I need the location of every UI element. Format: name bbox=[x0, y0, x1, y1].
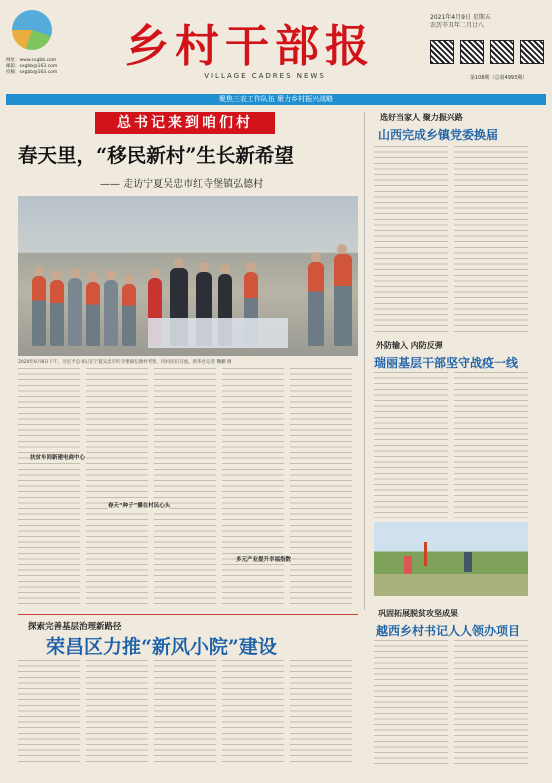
story2-headline: 瑞丽基层干部坚守战疫一线 bbox=[374, 356, 519, 370]
email: 邮箱：sxgbb@163.com bbox=[6, 64, 58, 69]
newspaper-logo bbox=[12, 10, 52, 50]
body-text bbox=[154, 368, 216, 606]
story3-headline: 越西乡村书记人人领办项目 bbox=[376, 624, 521, 638]
bottom-headline: 荣昌区力推“新风小院”建设 bbox=[46, 636, 277, 658]
section-heading: 多元产业提升幸福指数 bbox=[236, 557, 292, 563]
body-text bbox=[222, 368, 284, 606]
newspaper-title: 乡村干部报 bbox=[125, 21, 375, 72]
main-kicker: 总书记来到咱们村 bbox=[95, 112, 275, 134]
body-text bbox=[454, 640, 528, 766]
main-photo bbox=[18, 196, 358, 356]
story2-kicker: 外防输入 内防反弹 bbox=[376, 340, 443, 350]
body-text bbox=[374, 146, 448, 334]
qr-code-icon bbox=[490, 40, 514, 64]
story1-kicker: 选好当家人 聚力振兴路 bbox=[380, 112, 463, 122]
body-text bbox=[18, 368, 80, 606]
lunar-date: 农历辛丑年二月廿八 bbox=[430, 22, 485, 29]
website: 网址：www.sxgbb.com bbox=[6, 58, 57, 63]
section-heading: 扶贫车间新建电商中心 bbox=[30, 455, 86, 461]
body-text bbox=[290, 368, 352, 606]
photo-caption: 2020年6月8日下午，习近平总书记在宁夏吴忠市红寺堡镇弘德村考察，同村民们交流。新华社记者 鞠鹏 摄 bbox=[18, 360, 232, 365]
qr-code-icon bbox=[460, 40, 484, 64]
body-text bbox=[374, 372, 448, 518]
body-text bbox=[154, 660, 216, 766]
body-text bbox=[86, 368, 148, 606]
body-text bbox=[222, 660, 284, 766]
date-line bbox=[430, 14, 491, 30]
newspaper-subtitle: VILLAGE CADRES NEWS bbox=[204, 72, 326, 80]
submission: 投稿：sxgbb@163.com bbox=[6, 70, 58, 75]
body-text bbox=[454, 146, 528, 334]
qr-code-icon bbox=[520, 40, 544, 64]
banner-slogan: 聚焦三农工作队伍 聚力乡村振兴战略 bbox=[6, 94, 546, 105]
date: 2021年4月9日 星期五 bbox=[430, 14, 491, 21]
section-heading: 春天“种子”播在村民心头 bbox=[108, 503, 171, 509]
body-text bbox=[86, 660, 148, 766]
story1-headline: 山西完成乡镇党委换届 bbox=[378, 128, 499, 142]
story3-kicker: 巩固拓展脱贫攻坚成果 bbox=[378, 608, 458, 618]
body-text bbox=[374, 640, 448, 766]
body-text bbox=[18, 660, 80, 766]
body-text bbox=[290, 660, 352, 766]
main-subhead: —— 走访宁夏吴忠市红寺堡镇弘德村 bbox=[100, 179, 264, 190]
main-headline: 春天里，“移民新村”生长新希望 bbox=[18, 144, 294, 167]
column-divider bbox=[364, 112, 365, 610]
body-text bbox=[454, 372, 528, 518]
masthead-info bbox=[6, 58, 57, 76]
qr-code-icon bbox=[430, 40, 454, 64]
section-rule bbox=[18, 614, 358, 615]
field-photo bbox=[374, 522, 528, 596]
issue-number: 第108期（总第4993期） bbox=[470, 75, 528, 81]
bottom-kicker: 探索完善基层治理新路径 bbox=[28, 622, 122, 632]
